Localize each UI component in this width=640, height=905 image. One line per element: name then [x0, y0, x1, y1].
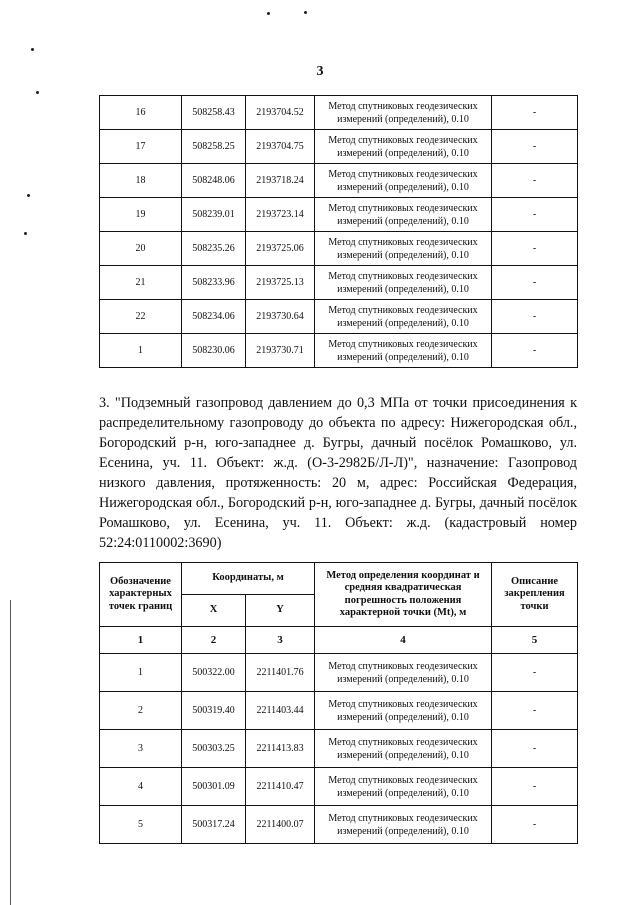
method-cell: Метод спутниковых геодезических измерений (определений), 0.10 [315, 198, 492, 232]
y-coordinate-cell: 2211413.83 [246, 730, 315, 768]
table-row [100, 232, 578, 266]
point-number-cell: 16 [100, 96, 182, 130]
header-y: Y [246, 595, 315, 627]
table-row [100, 334, 578, 368]
method-cell: Метод спутниковых геодезических измерений (определений), 0.10 [315, 232, 492, 266]
y-coordinate-cell: 2193718.24 [246, 164, 315, 198]
y-coordinate-cell: 2193730.64 [246, 300, 315, 334]
column-number: 5 [492, 627, 578, 654]
table-row [100, 300, 578, 334]
description-cell: - [492, 130, 578, 164]
point-number-cell: 19 [100, 198, 182, 232]
method-cell: Метод спутниковых геодезических измерений (определений), 0.10 [315, 266, 492, 300]
description-cell: - [492, 164, 578, 198]
point-number-cell: 1 [100, 334, 182, 368]
x-coordinate-cell: 508239.01 [182, 198, 246, 232]
method-cell: Метод спутниковых геодезических измерений (определений), 0.10 [315, 768, 492, 806]
point-number-cell: 22 [100, 300, 182, 334]
description-cell: - [492, 730, 578, 768]
header-coordinates: Координаты, м [182, 563, 315, 595]
description-cell: - [492, 300, 578, 334]
table-row [100, 96, 578, 130]
scan-dot [31, 48, 34, 51]
method-cell: Метод спутниковых геодезических измерений (определений), 0.10 [315, 96, 492, 130]
x-coordinate-cell: 508258.43 [182, 96, 246, 130]
method-cell: Метод спутниковых геодезических измерений (определений), 0.10 [315, 164, 492, 198]
method-cell: Метод спутниковых геодезических измерений (определений), 0.10 [315, 806, 492, 844]
coordinates-table-continued [99, 95, 578, 368]
y-coordinate-cell: 2211400.07 [246, 806, 315, 844]
x-coordinate-cell: 500301.09 [182, 768, 246, 806]
scan-dot [27, 194, 30, 197]
scan-dot [267, 12, 270, 15]
point-number-cell: 20 [100, 232, 182, 266]
description-cell: - [492, 198, 578, 232]
scan-dot [304, 11, 307, 14]
x-coordinate-cell: 500303.25 [182, 730, 246, 768]
description-cell: - [492, 334, 578, 368]
x-coordinate-cell: 508248.06 [182, 164, 246, 198]
description-cell: - [492, 768, 578, 806]
y-coordinate-cell: 2193730.71 [246, 334, 315, 368]
page-number: 3 [316, 64, 324, 79]
object-description: 3. "Подземный газопровод давлением до 0,3 МПа от точки присоединения к распределительному газопроводу до объекта по адресу: Нижегородская обл., Богородский р-н, юго-западнее д. Бугры, дачный посёлок Ромашково, ул. Есенина, уч. 11. Объект: ж.д. (О-3-2982Б/Л-Л)", назначение: Газопровод низкого давления, протяженность: 20 м, адрес: Российская Федерация, Нижегородская обл., Богородский р-н, юго-западнее д. Бугры, дачный посёлок Ромашково, ул. Есенина, уч. 11. Объект: ж.д. (кадастровый номер 52:24:0110002:3690) [99, 395, 577, 551]
y-coordinate-cell: 2193704.75 [246, 130, 315, 164]
scan-dot [36, 91, 39, 94]
header-designation: Обозначение характерных точек границ [100, 563, 182, 627]
header-method: Метод определения координат и средняя квадратическая погрешность положения характерной точки (Mt), м [315, 563, 492, 627]
y-coordinate-cell: 2193725.06 [246, 232, 315, 266]
x-coordinate-cell: 500317.24 [182, 806, 246, 844]
y-coordinate-cell: 2211401.76 [246, 654, 315, 692]
description-cell: - [492, 232, 578, 266]
method-cell: Метод спутниковых геодезических измерений (определений), 0.10 [315, 692, 492, 730]
table-row [100, 806, 578, 844]
coordinates-table [99, 562, 578, 844]
header-description: Описание закрепления точки [492, 563, 578, 627]
x-coordinate-cell: 508230.06 [182, 334, 246, 368]
point-number-cell: 3 [100, 730, 182, 768]
header-x: X [182, 595, 246, 627]
column-number: 3 [246, 627, 315, 654]
method-cell: Метод спутниковых геодезических измерений (определений), 0.10 [315, 130, 492, 164]
column-number: 1 [100, 627, 182, 654]
method-cell: Метод спутниковых геодезических измерений (определений), 0.10 [315, 334, 492, 368]
table-row [100, 130, 578, 164]
point-number-cell: 2 [100, 692, 182, 730]
table-row [100, 164, 578, 198]
table-row [100, 730, 578, 768]
table-row [100, 198, 578, 232]
y-coordinate-cell: 2211410.47 [246, 768, 315, 806]
x-coordinate-cell: 508235.26 [182, 232, 246, 266]
point-number-cell: 5 [100, 806, 182, 844]
description-cell: - [492, 266, 578, 300]
scan-edge-line [10, 600, 11, 905]
y-coordinate-cell: 2211403.44 [246, 692, 315, 730]
x-coordinate-cell: 500319.40 [182, 692, 246, 730]
description-cell: - [492, 654, 578, 692]
scan-dot [24, 232, 27, 235]
method-cell: Метод спутниковых геодезических измерений (определений), 0.10 [315, 730, 492, 768]
column-number: 4 [315, 627, 492, 654]
point-number-cell: 4 [100, 768, 182, 806]
table-row [100, 768, 578, 806]
x-coordinate-cell: 500322.00 [182, 654, 246, 692]
y-coordinate-cell: 2193704.52 [246, 96, 315, 130]
x-coordinate-cell: 508258.25 [182, 130, 246, 164]
column-number: 2 [182, 627, 246, 654]
point-number-cell: 21 [100, 266, 182, 300]
description-cell: - [492, 692, 578, 730]
y-coordinate-cell: 2193723.14 [246, 198, 315, 232]
point-number-cell: 1 [100, 654, 182, 692]
table-row [100, 266, 578, 300]
point-number-cell: 17 [100, 130, 182, 164]
y-coordinate-cell: 2193725.13 [246, 266, 315, 300]
method-cell: Метод спутниковых геодезических измерений (определений), 0.10 [315, 654, 492, 692]
table-row [100, 692, 578, 730]
x-coordinate-cell: 508234.06 [182, 300, 246, 334]
description-cell: - [492, 806, 578, 844]
method-cell: Метод спутниковых геодезических измерений (определений), 0.10 [315, 300, 492, 334]
point-number-cell: 18 [100, 164, 182, 198]
table-row [100, 654, 578, 692]
description-cell: - [492, 96, 578, 130]
x-coordinate-cell: 508233.96 [182, 266, 246, 300]
